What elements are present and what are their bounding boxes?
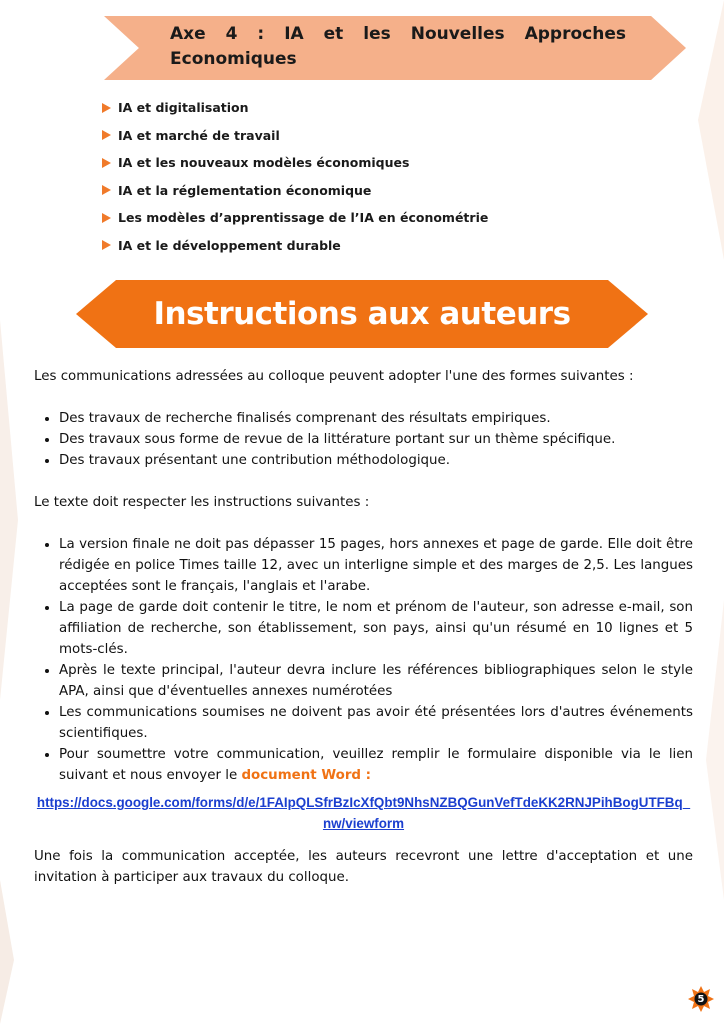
axe-title: Axe 4 : IA et les Nouvelles Approches Economiques [170,24,626,69]
form-link[interactable]: https://docs.google.com/forms/d/e/1FAIpQLSfrBzIcXfQbt9NhsNZBQGunVefTdeKK2RNJPihBogUTFBq_nw/viewform [36,795,691,831]
rules-list [34,534,693,786]
list-item: • Les communications soumises ne doivent pas avoir été présentées lors d'autres événements scientifiques. [59,702,693,744]
triangle-bullet-icon [102,103,111,113]
instructions-title: Instructions aux auteurs [153,296,571,332]
list-item: • La page de garde doit contenir le titre, le nom et prénom de l'auteur, son adresse e-mail, son affiliation de recherche, son établissement, son pays, ainsi qu'un résumé en 10 lignes et 5 mots-clés. [59,597,693,660]
list-item: Les modèles d’apprentissage de l’IA en économétrie [102,204,488,232]
list-item: • Des travaux de recherche finalisés comprenant des résultats empiriques. [59,408,693,429]
list-item: • Après le texte principal, l'auteur devra inclure les références bibliographiques selon le style APA, ainsi que d'éventuelles annexes numérotées [59,660,693,702]
axe-topic-list [102,94,488,259]
list-item: IA et la réglementation économique [102,177,488,205]
list-item: IA et le développement durable [102,232,488,260]
list-item: IA et marché de travail [102,122,488,150]
triangle-bullet-icon [102,185,111,195]
triangle-bullet-icon [102,130,111,140]
list-item [59,744,693,786]
triangle-bullet-icon [102,240,111,250]
triangle-bullet-icon [102,213,111,223]
forms-list [34,408,693,471]
list-item: • La version finale ne doit pas dépasser 15 pages, hors annexes et page de garde. Elle doit être rédigée en police Times taille 12, avec un interligne simple et des marges de 2,5. Les langues acceptées sont le français, l'anglais et l'arabe. [59,534,693,597]
rules-intro: Le texte doit respecter les instructions suivantes : [34,495,370,510]
closing-paragraph: Une fois la communication acceptée, les auteurs recevront une lettre d'acceptation et une invitation à participer aux travaux du colloque. [34,849,693,885]
document-word-highlight: document Word : [241,768,372,783]
list-item: IA et digitalisation [102,94,488,122]
list-item: IA et les nouveaux modèles économiques [102,149,488,177]
page-number: 5 [697,993,705,1005]
submit-text: Pour soumettre votre communication, veuillez remplir le formulaire disponible via le lien suivant et nous envoyer le [59,747,693,783]
triangle-bullet-icon [102,158,111,168]
list-item: • Des travaux sous forme de revue de la littérature portant sur un thème spécifique. [59,429,693,450]
list-item: • Des travaux présentant une contribution méthodologique. [59,450,693,471]
intro-paragraph: Les communications adressées au colloque peuvent adopter l'une des formes suivantes : [34,369,634,384]
instructions-content [34,366,693,888]
left-decoration [0,0,22,1024]
